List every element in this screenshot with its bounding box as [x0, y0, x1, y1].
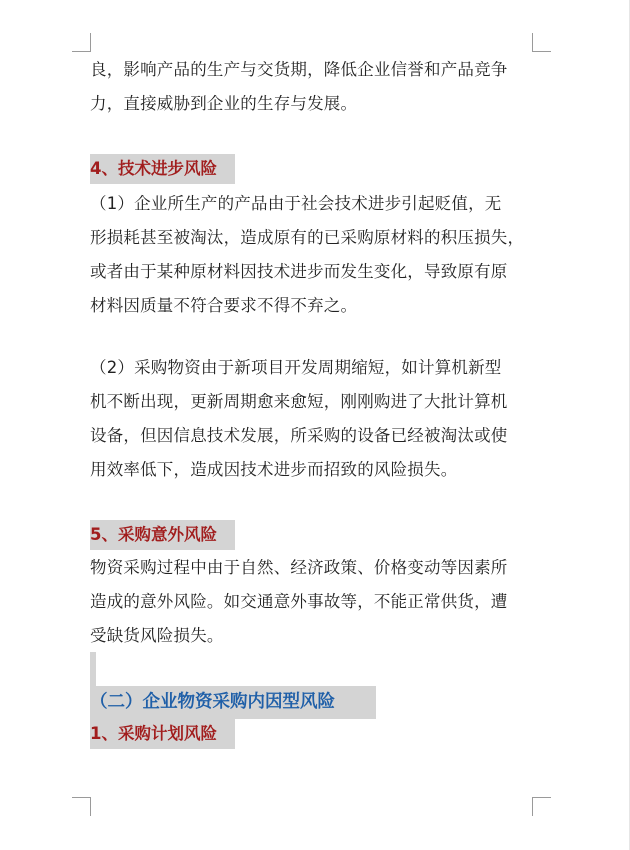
crop-mark-top-left [72, 33, 91, 52]
tech-risk-para2-line: 机不断出现，更新周期愈来愈短，刚刚购进了大批计算机 [90, 392, 508, 411]
accident-risk-line: 物资采购过程中由于自然、经济政策、价格变动等因素所 [90, 558, 508, 577]
tech-risk-para1-line: 材料因质量不符合要求不得不弃之。 [90, 296, 358, 315]
accident-risk-line: 造成的意外风险。如交通意外事故等，不能正常供货，遭 [90, 592, 508, 611]
crop-mark-bottom-left [72, 797, 91, 816]
tech-risk-para1-line: （1）企业所生产的产品由于社会技术进步引起贬值，无 [90, 194, 502, 213]
accident-risk-line: 受缺货风险损失。 [90, 626, 224, 645]
intro-line: 良，影响产品的生产与交货期，降低企业信誉和产品竞争 [90, 60, 508, 79]
internal-risk-section-heading: （二）企业物资采购内因型风险 [90, 686, 376, 719]
tech-risk-heading: 4、技术进步风险 [90, 154, 235, 184]
tech-risk-para1-line: 或者由于某种原材料因技术进步而发生变化，导致原有原 [90, 262, 508, 281]
tech-risk-para2-line: 用效率低下，造成因技术进步而招致的风险损失。 [90, 460, 458, 479]
tech-risk-para2-line: （2）采购物资由于新项目开发周期缩短，如计算机新型 [90, 358, 502, 377]
crop-mark-top-right [532, 33, 551, 52]
intro-line: 力，直接威胁到企业的生存与发展。 [90, 94, 358, 113]
accident-risk-heading: 5、采购意外风险 [90, 520, 235, 550]
crop-mark-bottom-right [532, 797, 551, 816]
tech-risk-para1-line: 形损耗甚至被淘汰，造成原有的已采购原材料的积压损失， [90, 228, 525, 247]
tech-risk-para2-line: 设备，但因信息技术发展，所采购的设备已经被淘汰或使 [90, 426, 508, 445]
plan-risk-heading: 1、采购计划风险 [90, 719, 235, 749]
